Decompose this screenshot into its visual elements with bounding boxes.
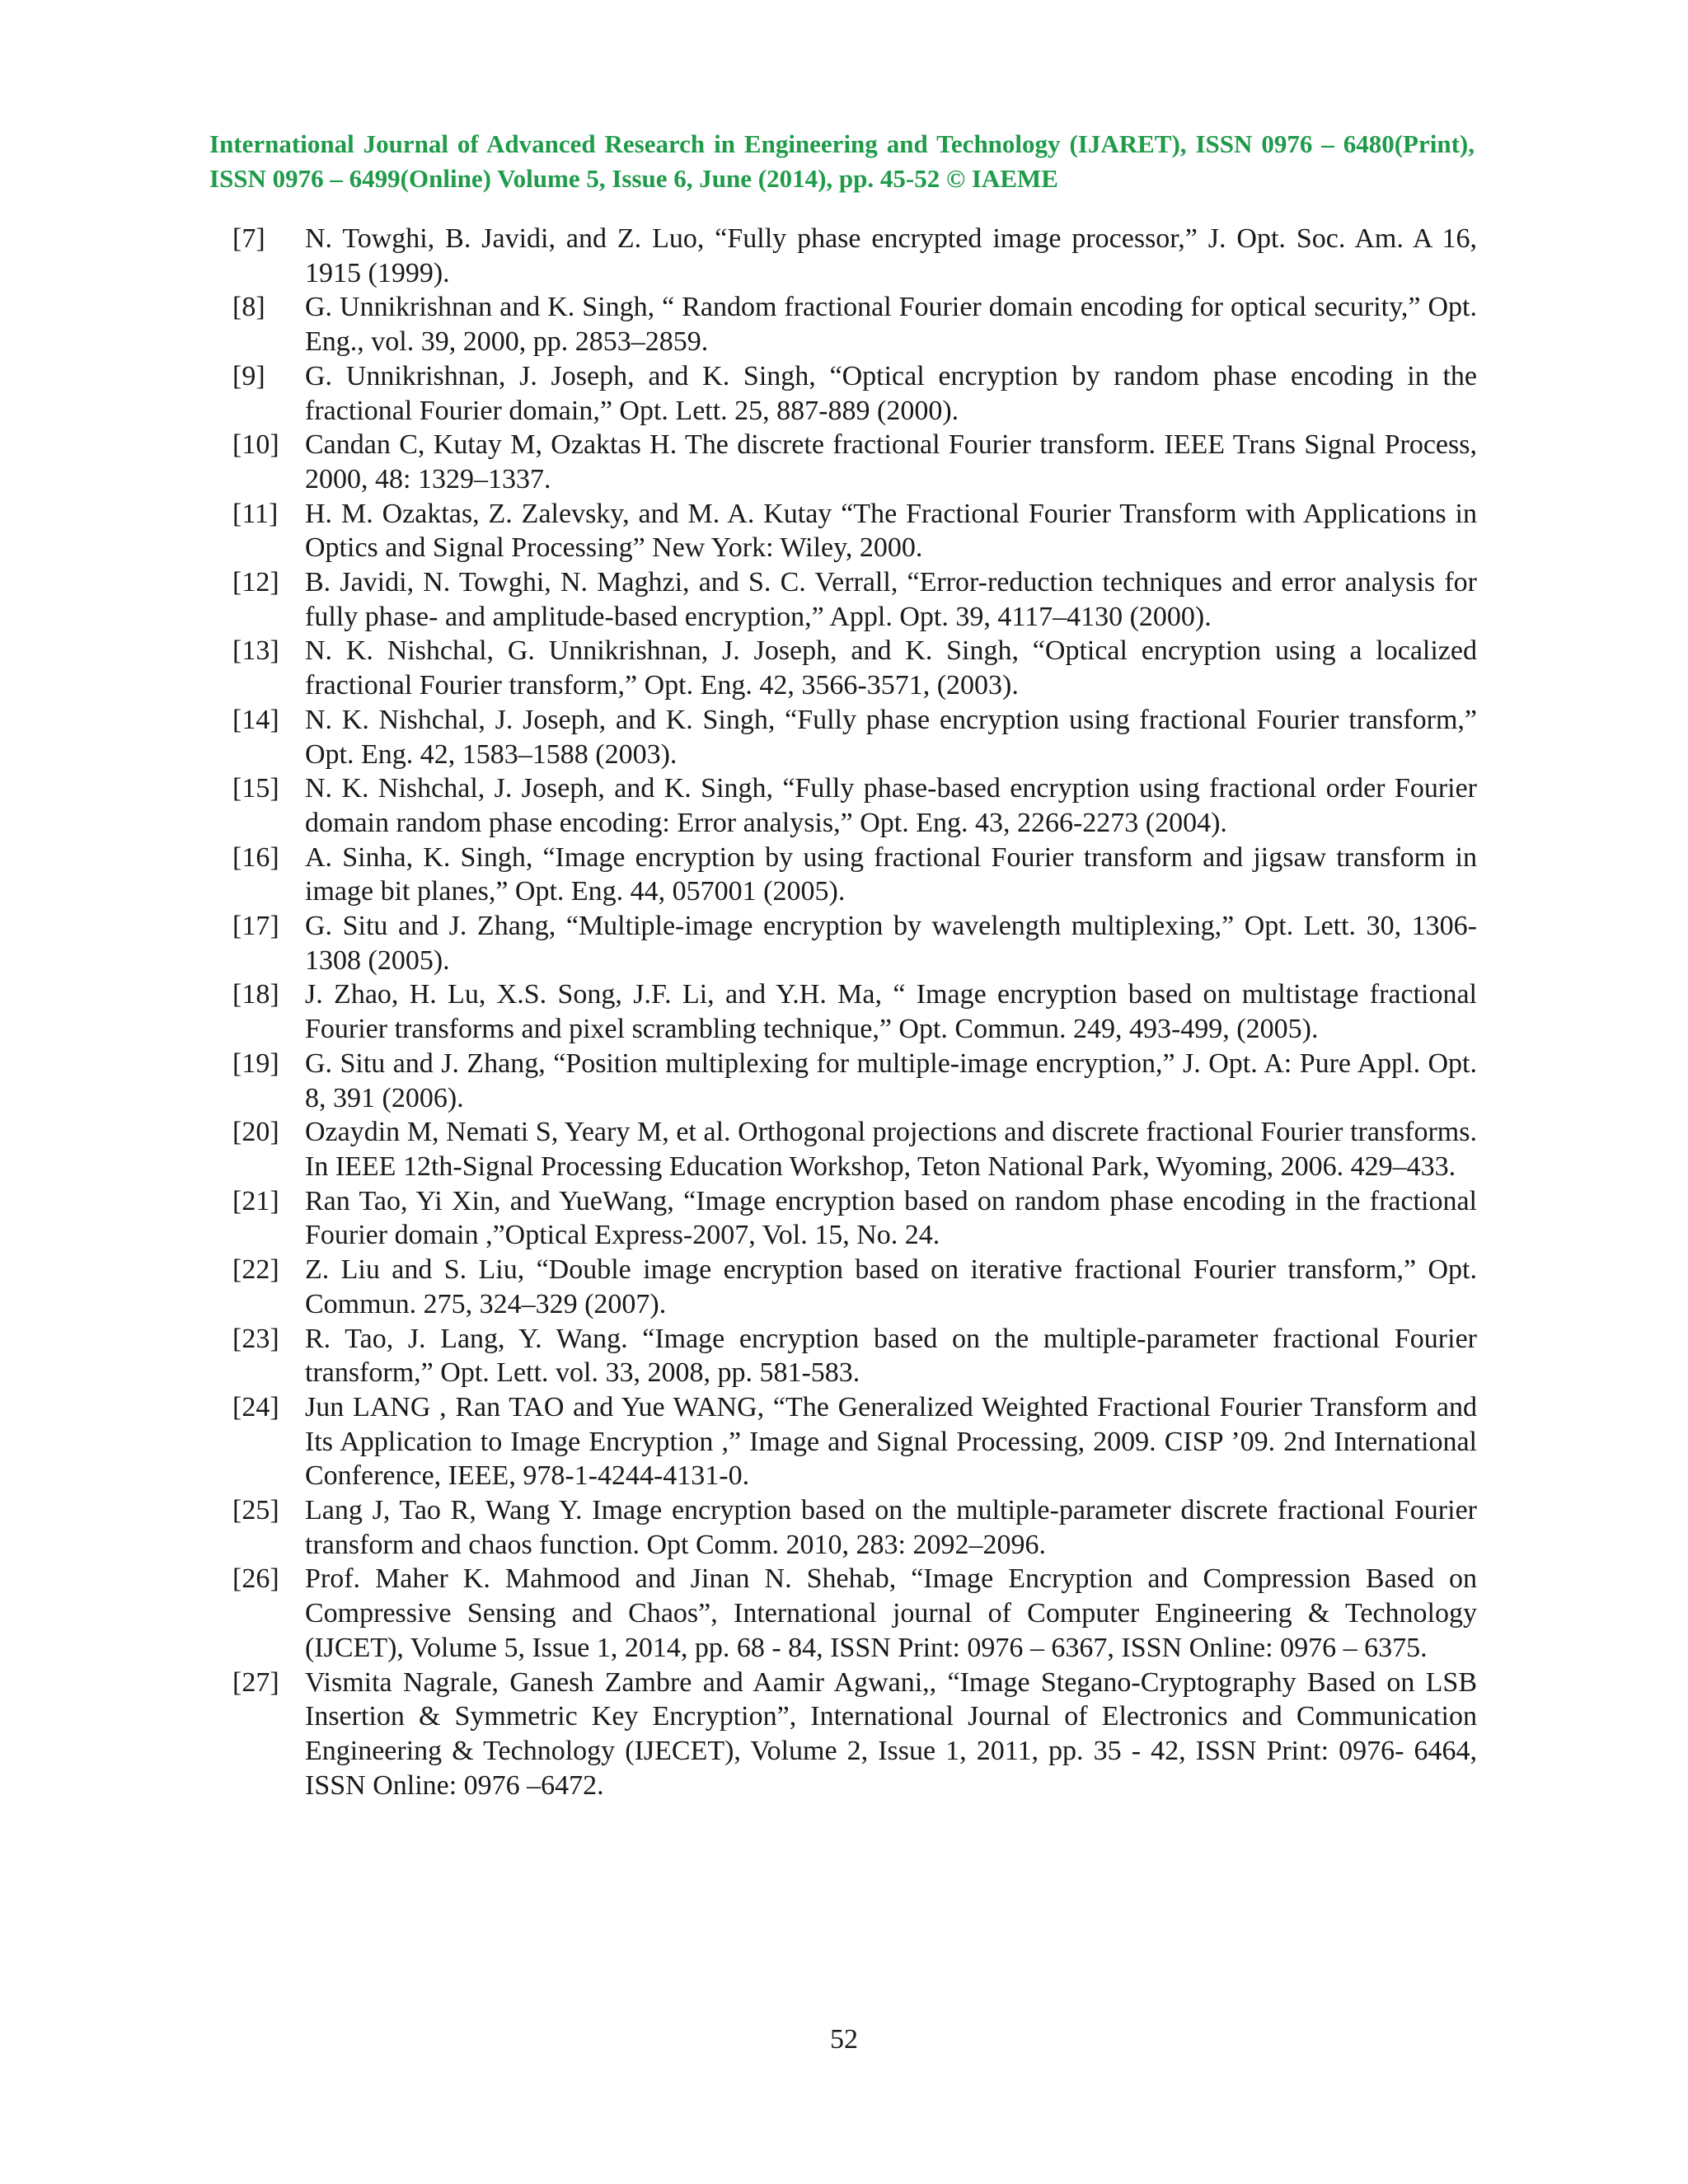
reference-text: Prof. Maher K. Mahmood and Jinan N. Shehab, “Image Encryption and Compression Based on Compressive Sensing and Chaos”, International journal of Computer Engineering & Technology (IJCET), Volume 5, Issue 1, 2014, pp. 68 - 84, ISSN Print: 0976 – 6367, ISSN Online: 0976 – 6375. <box>305 1563 1477 1663</box>
reference-item <box>232 909 1477 977</box>
reference-number: [13] <box>232 635 279 667</box>
reference-list <box>232 222 1477 1802</box>
reference-item <box>232 634 1477 702</box>
reference-item <box>232 1493 1477 1562</box>
reference-text: B. Javidi, N. Towghi, N. Maghzi, and S. C. Verrall, “Error-reduction techniques and error analysis for fully phase- and amplitude-based encryption,” Appl. Opt. 39, 4117–4130 (2000). <box>305 567 1477 632</box>
reference-number: [27] <box>232 1666 279 1698</box>
reference-number: [15] <box>232 773 279 804</box>
reference-number: [17] <box>232 911 279 942</box>
reference-item <box>232 703 1477 771</box>
reference-item <box>232 1390 1477 1493</box>
reference-number: [10] <box>232 429 279 461</box>
reference-item <box>232 428 1477 496</box>
reference-number: [26] <box>232 1563 279 1595</box>
reference-text: Ozaydin M, Nemati S, Yeary M, et al. Orthogonal projections and discrete fractional Fourier transforms. In IEEE 12th-Signal Processing Education Workshop, Teton National Park, Wyoming, 2006. 429–433. <box>305 1117 1477 1182</box>
reference-item <box>232 1047 1477 1115</box>
reference-text: H. M. Ozaktas, Z. Zalevsky, and M. A. Kutay “The Fractional Fourier Transform with Applications in Optics and Signal Processing” New York: Wiley, 2000. <box>305 498 1477 564</box>
reference-number: [12] <box>232 567 279 598</box>
reference-text: G. Unnikrishnan and K. Singh, “ Random fractional Fourier domain encoding for optical security,” Opt. Eng., vol. 39, 2000, pp. 2853–2859. <box>305 292 1477 358</box>
reference-number: [14] <box>232 704 279 735</box>
reference-text: Jun LANG , Ran TAO and Yue WANG, “The Generalized Weighted Fractional Fourier Transform and Its Application to Image Encryption ,” Image and Signal Processing, 2009. CISP ’09. 2nd International Conference, IEEE, 978-1-4244-4131-0. <box>305 1391 1477 1492</box>
reference-text: Ran Tao, Yi Xin, and YueWang, “Image encryption based on random phase encoding in the fractional Fourier domain ,”Optical Express-2007, Vol. 15, No. 24. <box>305 1185 1477 1251</box>
reference-item <box>232 1115 1477 1183</box>
reference-text: Lang J, Tao R, Wang Y. Image encryption based on the multiple-parameter discrete fractional Fourier transform and chaos function. Opt Comm. 2010, 283: 2092–2096. <box>305 1495 1477 1560</box>
reference-text: G. Situ and J. Zhang, “Position multiplexing for multiple-image encryption,” J. Opt. A: Pure Appl. Opt. 8, 391 (2006). <box>305 1047 1477 1113</box>
reference-text: R. Tao, J. Lang, Y. Wang. “Image encryption based on the multiple-parameter fractional Fourier transform,” Opt. Lett. vol. 33, 2008, pp. 581-583. <box>305 1323 1477 1389</box>
reference-item <box>232 290 1477 359</box>
reference-item <box>232 1184 1477 1253</box>
page-number: 52 <box>830 2024 858 2055</box>
reference-item <box>232 222 1477 290</box>
reference-item <box>232 771 1477 840</box>
reference-number: [21] <box>232 1185 279 1216</box>
reference-item <box>232 1253 1477 1321</box>
reference-number: [24] <box>232 1391 279 1422</box>
reference-text: N. Towghi, B. Javidi, and Z. Luo, “Fully phase encrypted image processor,” J. Opt. Soc. Am. A 16, 1915 (1999). <box>305 223 1477 288</box>
reference-number: [23] <box>232 1323 279 1354</box>
reference-number: [25] <box>232 1495 279 1526</box>
reference-text: A. Sinha, K. Singh, “Image encryption by using fractional Fourier transform and jigsaw transform in image bit planes,” Opt. Eng. 44, 057001 (2005). <box>305 841 1477 907</box>
reference-number: [11] <box>232 498 279 529</box>
reference-text: Vismita Nagrale, Ganesh Zambre and Aamir Agwani,, “Image Stegano-Cryptography Based on LSB Insertion & Symmetric Key Encryption”, International Journal of Electronics and Communication Engineering & Technology (IJECET), Volume 2, Issue 1, 2011, pp. 35 - 42, ISSN Print: 0976- 6464, ISSN Online: 0976 –6472. <box>305 1666 1477 1801</box>
reference-number: [9] <box>232 360 265 391</box>
reference-text: Candan C, Kutay M, Ozaktas H. The discrete fractional Fourier transform. IEEE Trans Signal Process, 2000, 48: 1329–1337. <box>305 429 1477 494</box>
reference-text: N. K. Nishchal, J. Joseph, and K. Singh, “Fully phase encryption using fractional Fourier transform,” Opt. Eng. 42, 1583–1588 (2003). <box>305 704 1477 770</box>
reference-text: J. Zhao, H. Lu, X.S. Song, J.F. Li, and Y.H. Ma, “ Image encryption based on multistage fractional Fourier transforms and pixel scrambling technique,” Opt. Commun. 249, 493-499, (2005). <box>305 979 1477 1045</box>
reference-number: [22] <box>232 1254 279 1286</box>
reference-number: [8] <box>232 292 265 323</box>
reference-item <box>232 497 1477 565</box>
reference-item <box>232 977 1477 1046</box>
journal-header: International Journal of Advanced Research in Engineering and Technology (IJARET), ISSN 0976 – 6480(Print), ISSN 0976 – 6499(Online) Volume 5, Issue 6, June (2014), pp. 45-52 © IAEME <box>209 129 1475 193</box>
reference-number: [16] <box>232 841 279 873</box>
reference-item <box>232 841 1477 909</box>
reference-text: N. K. Nishchal, J. Joseph, and K. Singh, “Fully phase-based encryption using fractional order Fourier domain random phase encoding: Error analysis,” Opt. Eng. 43, 2266-2273 (2004). <box>305 773 1477 838</box>
reference-item <box>232 1666 1477 1803</box>
reference-text: G. Situ and J. Zhang, “Multiple-image encryption by wavelength multiplexing,” Opt. Lett. 30, 1306-1308 (2005). <box>305 911 1477 976</box>
reference-item <box>232 359 1477 428</box>
reference-number: [18] <box>232 979 279 1010</box>
reference-number: [19] <box>232 1047 279 1079</box>
reference-item <box>232 565 1477 634</box>
reference-text: Z. Liu and S. Liu, “Double image encryption based on iterative fractional Fourier transform,” Opt. Commun. 275, 324–329 (2007). <box>305 1254 1477 1319</box>
reference-text: G. Unnikrishnan, J. Joseph, and K. Singh, “Optical encryption by random phase encoding in the fractional Fourier domain,” Opt. Lett. 25, 887-889 (2000). <box>305 360 1477 426</box>
reference-item <box>232 1322 1477 1390</box>
reference-number: [7] <box>232 223 265 254</box>
reference-number: [20] <box>232 1117 279 1148</box>
reference-text: N. K. Nishchal, G. Unnikrishnan, J. Joseph, and K. Singh, “Optical encryption using a localized fractional Fourier transform,” Opt. Eng. 42, 3566-3571, (2003). <box>305 635 1477 701</box>
reference-item <box>232 1562 1477 1665</box>
